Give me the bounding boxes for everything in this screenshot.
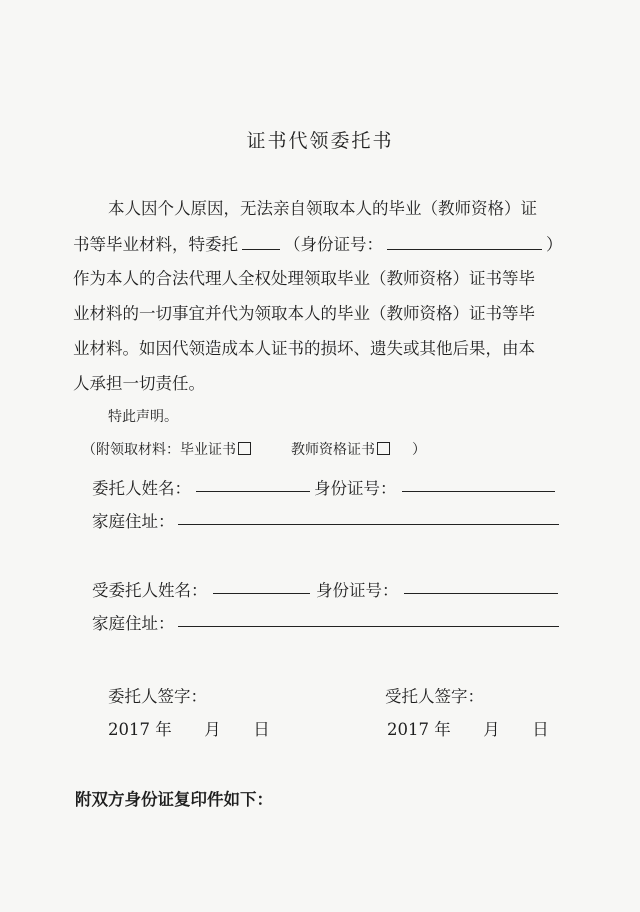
page-title: 证书代领委托书 [246,130,394,152]
paragraph-line-1: 本人因个人原因，无法亲自领取本人的毕业（教师资格）证 [108,199,537,218]
paragraph-line-5: 业材料。如因代领造成本人证书的损坏、遗失或其他后果，由本 [73,339,535,358]
agent-name-blank[interactable] [242,248,280,250]
principal-date-day-unit: 日 [253,720,270,739]
attach-note-prefix: （附领取材料：毕业证书 [82,442,236,458]
graduation-certificate-checkbox[interactable] [238,442,251,455]
agent-date-year: 2017 [387,720,429,739]
principal-date [108,716,270,740]
principal-address-field[interactable] [178,524,559,525]
agent-signature-label: 受托人签字： [385,687,484,706]
principal-id-field[interactable] [402,491,555,492]
agent-name-label: 受委托人姓名： [92,581,208,600]
agent-id-label: 身份证号： [316,581,399,600]
paragraph-line-2-text: 书等毕业材料，特委托 [73,235,238,254]
attach-note-suffix: ） [412,442,426,458]
principal-date-year-unit: 年 [155,720,172,739]
agent-id-field[interactable] [404,593,558,594]
attach-note-mid: 教师资格证书 [291,442,375,458]
agent-date-month-unit: 月 [483,720,500,739]
appendix-heading: 附双方身份证复印件如下： [75,790,273,809]
agent-address-field[interactable] [178,626,559,627]
paragraph-line-2-id-label: （身份证号： [284,235,383,254]
paragraph-line-4: 业材料的一切事宜并代为领取本人的毕业（教师资格）证书等毕 [73,304,535,323]
paragraph-line-6: 人承担一切责任。 [73,374,205,393]
agent-name-field[interactable] [213,593,310,594]
agent-date-year-unit: 年 [434,720,451,739]
principal-signature-label: 委托人签字： [108,687,207,706]
paragraph-line-2 [73,231,563,255]
paragraph-line-2-close: ） [546,235,563,254]
paragraph-line-3: 作为本人的合法代理人全权处理领取毕业（教师资格）证书等毕 [73,269,535,288]
agent-date [387,716,549,740]
principal-name-label: 委托人姓名： [92,479,191,498]
attached-materials-note [82,439,426,459]
principal-name-field[interactable] [196,491,310,492]
principal-date-month-unit: 月 [204,720,221,739]
agent-date-day-unit: 日 [532,720,549,739]
principal-address-label: 家庭住址： [92,512,175,531]
principal-date-year: 2017 [108,720,150,739]
teacher-certificate-checkbox[interactable] [377,442,390,455]
declaration-text: 特此声明。 [108,409,178,425]
agent-address-label: 家庭住址： [92,614,175,633]
agent-id-blank[interactable] [387,248,542,250]
principal-id-label: 身份证号： [314,479,397,498]
